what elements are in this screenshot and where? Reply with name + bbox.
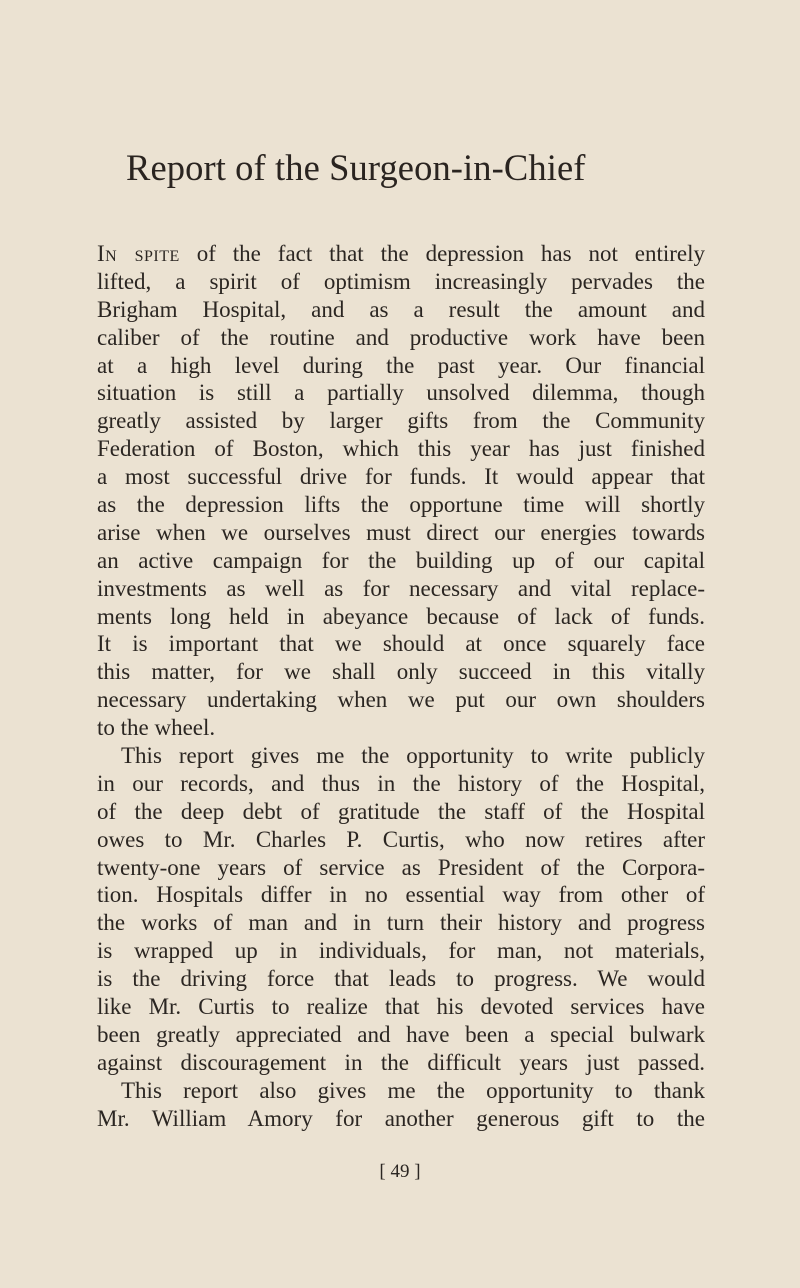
text-line: twenty-one years of service as President of the Corpora- [97, 854, 705, 880]
text-line: is the driving force that leads to progress. We would [97, 966, 705, 992]
text-line: the works of man and in turn their history and progress [97, 910, 705, 936]
paragraph-3 [97, 1077, 705, 1133]
text-line: as the depression lifts the opportune time will shortly [97, 492, 705, 518]
text-line: In spite of the fact that the depression has not entirely [97, 241, 706, 266]
text-line: to the wheel. [97, 715, 216, 741]
text-line: owes to Mr. Charles P. Curtis, who now retires after [97, 826, 705, 852]
text-line: is wrapped up in individuals, for man, not materials, [97, 938, 705, 964]
text-line: in our records, and thus in the history of the Hospital, [97, 770, 705, 796]
text-line: Brigham Hospital, and as a result the amount and [97, 296, 705, 322]
text-line: ments long held in abeyance because of lack of funds. [97, 603, 705, 629]
text-line: tion. Hospitals differ in no essential way from other of [97, 882, 705, 908]
page-title: Report of the Surgeon-in-Chief [126, 147, 586, 188]
text-line: an active campaign for the building up of our capital [97, 547, 705, 573]
text-line: caliber of the routine and productive work have been [97, 324, 705, 350]
text-line: arise when we ourselves must direct our energies towards [97, 519, 705, 545]
text-line: This report also gives me the opportunity to thank [121, 1077, 705, 1103]
text-line: greatly assisted by larger gifts from the Community [97, 408, 705, 434]
text-line: investments as well as for necessary and vital replace- [97, 575, 705, 601]
text-line: necessary undertaking when we put our own shoulders [97, 687, 705, 713]
text-line: lifted, a spirit of optimism increasingly pervades the [97, 268, 705, 294]
text-line: been greatly appreciated and have been a special bulwark [97, 1021, 705, 1047]
text-line: at a high level during the past year. Our financial [97, 352, 705, 378]
lead-in-smallcaps: In spite [97, 241, 180, 266]
text-line: of the deep debt of gratitude the staff of the Hospital [97, 798, 705, 824]
report-body [97, 240, 705, 1133]
text-line: like Mr. Curtis to realize that his devoted services have [97, 994, 705, 1020]
paragraph-1 [97, 240, 705, 742]
text-line: Federation of Boston, which this year has just finished [97, 436, 705, 462]
paragraph-2 [97, 742, 705, 1077]
page-number: [ 49 ] [379, 1161, 421, 1182]
text-line: this matter, for we shall only succeed in this vitally [97, 659, 705, 685]
text-line: against discouragement in the difficult years just passed. [97, 1049, 705, 1075]
text-line: situation is still a partially unsolved dilemma, though [97, 380, 705, 406]
text-line: a most successful drive for funds. It would appear that [97, 464, 705, 490]
text-line: It is important that we should at once squarely face [97, 631, 705, 657]
text-line: This report gives me the opportunity to write publicly [121, 743, 705, 769]
text-line: Mr. William Amory for another generous gift to the [97, 1105, 705, 1131]
